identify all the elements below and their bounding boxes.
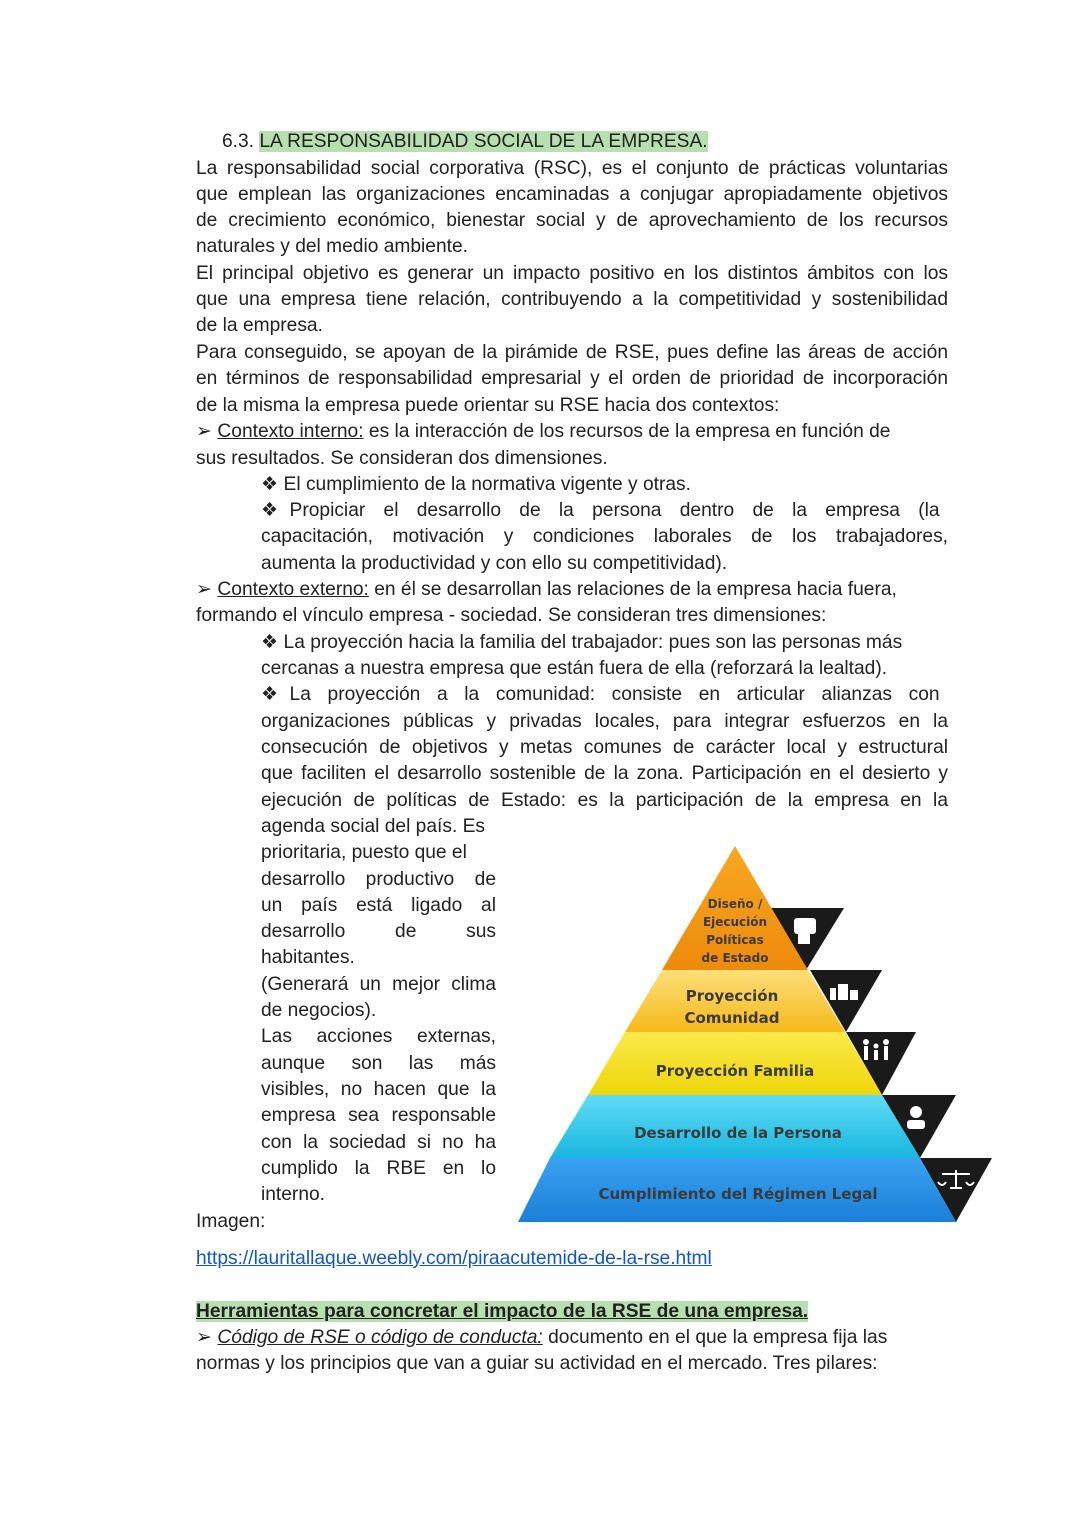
- level-2-label-2: Comunidad: [684, 1009, 780, 1027]
- p3-line-2: en términos de responsabilidad empresarial y el orden de prioridad de incorporación: [196, 368, 948, 389]
- external-item-1-line-1: [261, 630, 948, 656]
- p1-line-1: La responsabilidad social corporativa (RSC), es el conjunto de prácticas voluntarias: [196, 158, 948, 179]
- external-context-line-2: formando el vínculo empresa - sociedad. Se consideran tres dimensiones:: [196, 605, 827, 626]
- external-item-2-text-1: La proyección a la comunidad: consiste en articular alianzas con: [289, 684, 940, 705]
- level-2-label-1: Proyección: [685, 987, 779, 1005]
- p2-line-3: de la empresa.: [196, 315, 323, 336]
- internal-item-2-line-3: aumenta la productividad y con ello su competitividad).: [261, 553, 728, 574]
- image-label: Imagen:: [196, 1211, 266, 1232]
- diamond-bullet-icon: ❖: [261, 474, 279, 495]
- narrow-line-11: visibles, no hacen que la: [261, 1079, 496, 1100]
- p1-line-4: naturales y del medio ambiente.: [196, 236, 468, 257]
- diamond-bullet-icon: ❖: [261, 632, 279, 653]
- arrow-bullet-icon: ➢: [196, 1327, 213, 1348]
- narrow-line-8: de negocios).: [261, 1000, 377, 1021]
- external-context-label: Contexto externo:: [217, 579, 369, 600]
- level-1-label-4: de Estado: [701, 951, 769, 965]
- external-item-2-line-1: [261, 682, 948, 708]
- narrow-line-4: un país está ligado al: [261, 895, 496, 916]
- internal-context-line-2: sus resultados. Se consideran dos dimensiones.: [196, 448, 608, 469]
- narrow-line-7: (Generará un mejor clima: [261, 974, 496, 995]
- external-context-text: en él se desarrollan las relaciones de la empresa hacia fuera,: [368, 579, 897, 600]
- tools-text: documento en el que la empresa fija las: [542, 1327, 888, 1348]
- narrow-line-9: Las acciones externas,: [261, 1026, 496, 1047]
- narrow-line-3: desarrollo productivo de: [261, 869, 496, 890]
- internal-context-line-1: [196, 419, 948, 445]
- p3-line-1: Para conseguido, se apoyan de la pirámide de RSE, pues define las áreas de acción: [196, 342, 948, 363]
- external-item-1-line-2: cercanas a nuestra empresa que están fuera de ella (reforzará la lealtad).: [261, 658, 888, 679]
- tools-label: Código de RSE o código de conducta:: [217, 1327, 543, 1348]
- tools-heading-line: [196, 1299, 948, 1325]
- diamond-bullet-icon: ❖: [261, 684, 279, 705]
- external-context-line-1: [196, 577, 948, 603]
- internal-item-2-line-1: [261, 498, 948, 524]
- source-link-line: [196, 1246, 948, 1272]
- narrow-line-13: con la sociedad si no ha: [261, 1132, 496, 1153]
- internal-context-label: Contexto interno:: [217, 421, 364, 442]
- narrow-line-15: interno.: [261, 1184, 325, 1205]
- tools-line-2: normas y los principios que van a guiar su actividad en el mercado. Tres pilares:: [196, 1353, 878, 1374]
- p2-line-1: El principal objetivo es generar un impacto positivo en los distintos ámbitos con los: [196, 263, 948, 284]
- narrow-line-5: desarrollo de sus: [261, 921, 496, 942]
- level-1-label-3: Políticas: [706, 933, 764, 947]
- source-link[interactable]: https://lauritallaque.weebly.com/piraacutemide-de-la-rse.html: [196, 1248, 712, 1269]
- narrow-line-6: habitantes.: [261, 947, 355, 968]
- external-item-2-line-3: consecución de objetivos y metas comunes de carácter local y estructural: [261, 737, 948, 758]
- section-heading: [222, 129, 974, 155]
- narrow-line-14: cumplido la RBE en lo: [261, 1158, 496, 1179]
- p1-line-3: de crecimiento económico, bienestar social y de aprovechamiento de los recursos: [196, 210, 948, 231]
- level-5-label: Cumplimiento del Régimen Legal: [598, 1185, 878, 1203]
- internal-item-1-text: El cumplimiento de la normativa vigente y otras.: [283, 474, 691, 495]
- narrow-line-10: aunque son las más: [261, 1053, 496, 1074]
- level-1-label-2: Ejecución: [702, 915, 768, 929]
- external-item-2-line-5: ejecución de políticas de Estado: es la participación de la empresa en la: [261, 790, 948, 811]
- external-item-2-line-4: que faciliten el desarrollo sostenible de la zona. Participación en el desierto y: [261, 763, 948, 784]
- p1-line-2: que emplean las organizaciones encaminadas a conjugar apropiadamente objetivos: [196, 184, 948, 205]
- external-item-1-text-1: La proyección hacia la familia del trabajador: pues son las personas más: [283, 632, 903, 653]
- level-1-label-1: Diseño /: [707, 897, 763, 911]
- section-title: LA RESPONSABILIDAD SOCIAL DE LA EMPRESA.: [259, 131, 708, 152]
- tools-heading: Herramientas para concretar el impacto de la RSE de una empresa.: [196, 1301, 809, 1322]
- p3-line-3: de la misma la empresa puede orientar su RSE hacia dos contextos:: [196, 395, 780, 416]
- tools-line-1: [196, 1325, 948, 1351]
- rse-pyramid-image: [510, 842, 1000, 1232]
- section-number: 6.3.: [222, 131, 255, 152]
- external-item-2-line-2: organizaciones públicas y privadas locales, para integrar esfuerzos en la: [261, 711, 948, 732]
- internal-context-text: es la interacción de los recursos de la empresa en función de: [363, 421, 891, 442]
- internal-item-1: [261, 472, 948, 498]
- arrow-bullet-icon: ➢: [196, 579, 213, 600]
- arrow-bullet-icon: ➢: [196, 421, 213, 442]
- internal-item-2-line-2: capacitación, motivación y condiciones laborales de los trabajadores,: [261, 526, 948, 547]
- internal-item-2-text-1: Propiciar el desarrollo de la persona dentro de la empresa (la: [289, 500, 940, 521]
- narrow-line-1: agenda social del país. Es: [261, 816, 486, 837]
- level-3-label: Proyección Familia: [655, 1062, 815, 1080]
- p2-line-2: que una empresa tiene relación, contribuyendo a la competitividad y sostenibilidad: [196, 289, 948, 310]
- level-4-label: Desarrollo de la Persona: [634, 1124, 842, 1142]
- diamond-bullet-icon: ❖: [261, 500, 279, 521]
- narrow-line-12: empresa sea responsable: [261, 1105, 496, 1126]
- narrow-line-2: prioritaria, puesto que el: [261, 842, 467, 863]
